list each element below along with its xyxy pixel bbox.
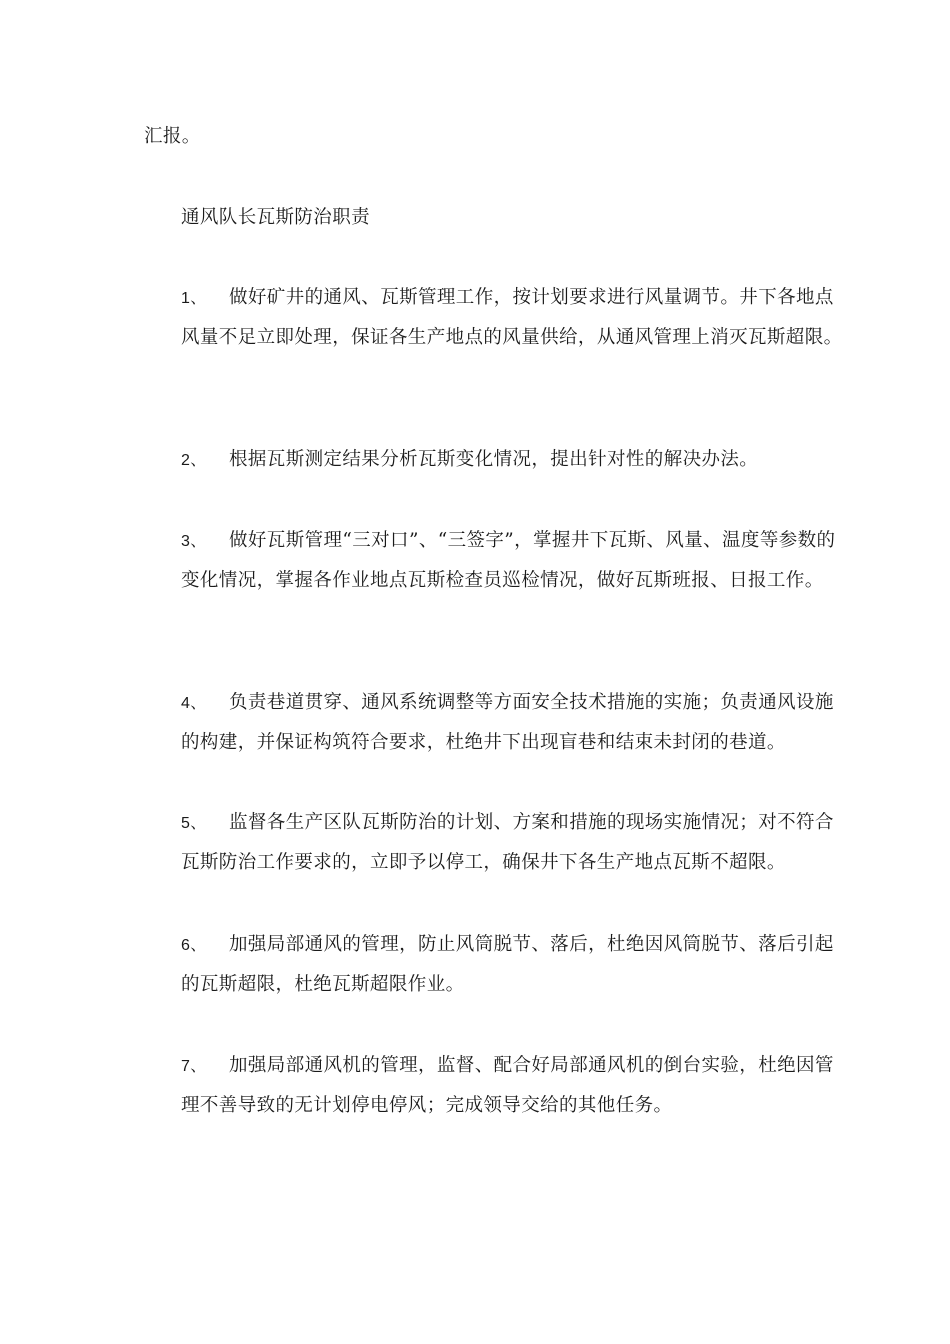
item-text: 加强局部通风的管理，防止风筒脱节、落后，杜绝因风筒脱节、落后引起的瓦斯超限，杜绝瓦斯超限作业。 (181, 934, 834, 995)
continuation-text: 汇报。 (144, 126, 201, 147)
item-text: 根据瓦斯测定结果分析瓦斯变化情况，提出针对性的解决办法。 (229, 449, 759, 470)
item-number: 3、 (181, 533, 207, 550)
list-item (144, 1046, 851, 1125)
list-item (144, 803, 851, 882)
item-number: 2、 (181, 452, 207, 469)
item-text: 做好瓦斯管理“三对口”、“三签字”，掌握井下瓦斯、风量、温度等参数的变化情况，掌握各作业地点瓦斯检查员巡检情况，做好瓦斯班报、日报工作。 (181, 530, 836, 591)
item-number: 5、 (181, 815, 207, 832)
list-item (144, 683, 851, 762)
section-title: 通风队长瓦斯防治职责 (181, 207, 371, 228)
item-text: 监督各生产区队瓦斯防治的计划、方案和措施的现场实施情况；对不符合瓦斯防治工作要求的，立即予以停工，确保井下各生产地点瓦斯不超限。 (181, 812, 834, 873)
item-number: 6、 (181, 937, 207, 954)
item-text: 负责巷道贯穿、通风系统调整等方面安全技术措施的实施；负责通风设施的构建，并保证构筑符合要求，杜绝井下出现盲巷和结束未封闭的巷道。 (181, 692, 834, 753)
list-item (144, 521, 851, 600)
item-number: 7、 (181, 1058, 207, 1075)
list-item (144, 440, 851, 480)
item-number: 1、 (181, 290, 207, 307)
list-item (144, 925, 851, 1004)
item-number: 4、 (181, 695, 207, 712)
list-item (144, 278, 851, 357)
item-text: 做好矿井的通风、瓦斯管理工作，按计划要求进行风量调节。井下各地点风量不足立即处理，保证各生产地点的风量供给，从通风管理上消灭瓦斯超限。 (181, 287, 843, 348)
item-text: 加强局部通风机的管理，监督、配合好局部通风机的倒台实验，杜绝因管理不善导致的无计划停电停风；完成领导交给的其他任务。 (181, 1055, 834, 1116)
